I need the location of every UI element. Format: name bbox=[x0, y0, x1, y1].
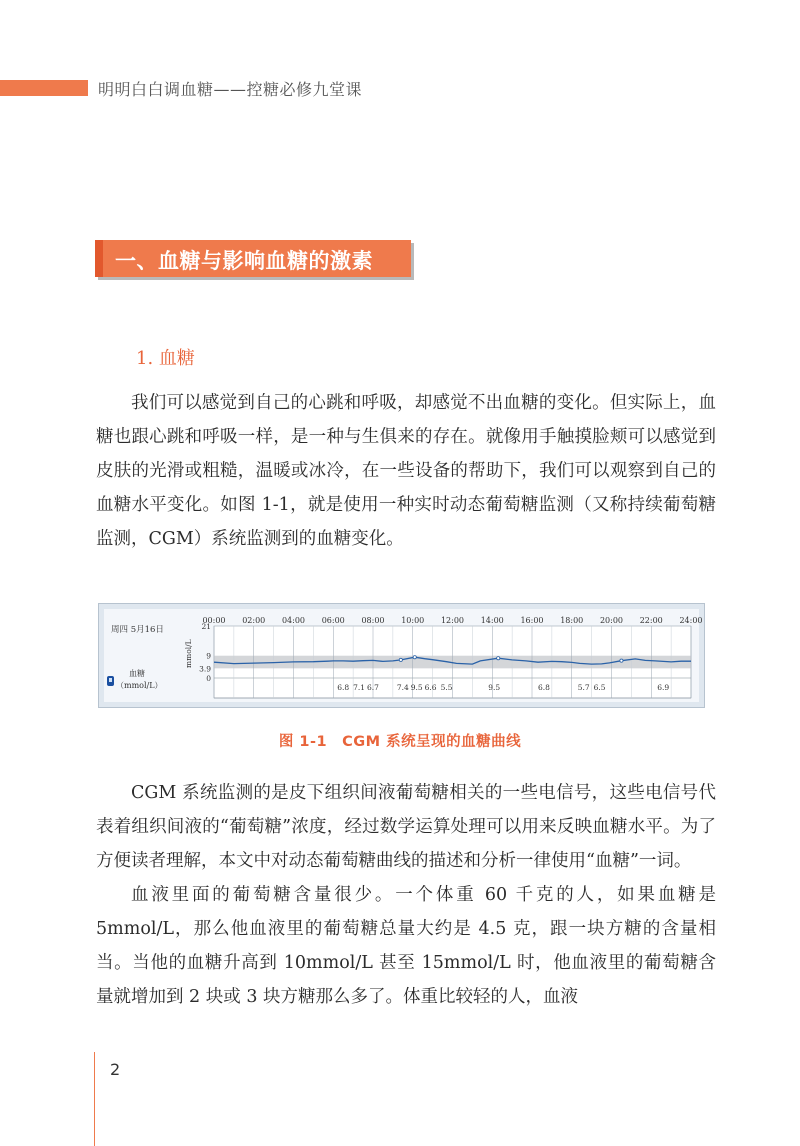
y-axis-label: mmol/L bbox=[184, 639, 193, 668]
subsection-title: 1. 血糖 bbox=[136, 348, 195, 369]
x-tick-label: 12:00 bbox=[440, 616, 465, 625]
x-tick-label: 16:00 bbox=[520, 616, 544, 625]
y-tick-label: 3.9 bbox=[199, 664, 211, 674]
page-number: 2 bbox=[110, 1060, 121, 1079]
y-tick-label: 21 bbox=[201, 622, 211, 631]
x-tick-label: 02:00 bbox=[242, 616, 266, 625]
x-tick-label: 14:00 bbox=[480, 616, 504, 625]
paragraph-1: 我们可以感觉到自己的心跳和呼吸，却感觉不出血糖的变化。但实际上，血糖也跟心跳和呼吸一样，是一种与生俱来的存在。就像用手触摸脸颊可以感觉到皮肤的光滑或粗糙，温暖或冰冷，在一些设备的帮助下，我们可以观察到自己的血糖水平变化。如图 1-1，就是使用一种实时动态葡萄糖监测（又称持续葡萄糖监测，CGM）系统监测到的血糖变化。 bbox=[96, 393, 716, 549]
legend-unit: （mmol/L） bbox=[116, 681, 163, 690]
reading-label: 9.5 bbox=[488, 683, 501, 692]
reading-label: 6.5 bbox=[593, 683, 606, 692]
x-tick-label: 04:00 bbox=[281, 616, 306, 625]
x-tick-label: 18:00 bbox=[560, 616, 584, 625]
cgm-chart-svg bbox=[99, 604, 704, 707]
reading-label: 7.4 bbox=[396, 683, 409, 692]
x-tick-label: 00:00 bbox=[202, 616, 226, 625]
x-tick-label: 06:00 bbox=[321, 616, 345, 625]
x-tick-label: 20:00 bbox=[599, 616, 624, 625]
reading-label: 6.9 bbox=[657, 683, 670, 692]
paragraph-3: 血液里面的葡萄糖含量很少。一个体重 60 千克的人，如果血糖是 5mmol/L，那么他血液里的葡萄糖总量大约是 4.5 克，跟一块方糖的含量相当。当他的血糖升高到 10mmol/L 甚至 15mmol/L 时，他血液里的葡萄糖含量就增加到 2 块或 3 块方糖那么多了。体重比较轻的人，血液 bbox=[96, 885, 716, 1007]
paragraph-2: CGM 系统监测的是皮下组织间液葡萄糖相关的一些电信号，这些电信号代表着组织间液的“葡萄糖”浓度，经过数学运算处理可以用来反映血糖水平。为了方便读者理解，本文中对动态葡萄糖曲线的描述和分析一律使用“血糖”一词。 bbox=[96, 783, 716, 871]
y-tick-label: 0 bbox=[206, 674, 211, 683]
reading-label: 9.5 bbox=[410, 683, 423, 692]
section-banner-accent bbox=[95, 240, 103, 277]
chart-day-label: 周四 5月16日 bbox=[111, 625, 164, 635]
glucose-marker bbox=[620, 659, 623, 662]
section-banner bbox=[95, 240, 411, 277]
running-head: 明明白白调血糖——控糖必修九堂课 bbox=[98, 80, 363, 99]
header-accent-bar bbox=[0, 80, 88, 96]
reading-label: 6.7 bbox=[367, 683, 379, 692]
chart-plot bbox=[199, 616, 702, 698]
x-tick-label: 08:00 bbox=[361, 616, 385, 625]
glucose-marker bbox=[497, 657, 500, 660]
x-tick-label: 24:00 bbox=[679, 616, 703, 625]
footer-rule bbox=[94, 1052, 95, 1146]
reading-label: 5.7 bbox=[577, 683, 590, 692]
x-tick-label: 10:00 bbox=[401, 616, 425, 625]
cgm-chart bbox=[98, 603, 705, 708]
x-tick-label: 22:00 bbox=[639, 616, 663, 625]
reading-label: 6.8 bbox=[337, 683, 350, 692]
legend-label: 血糖 bbox=[129, 669, 145, 678]
glucose-marker bbox=[413, 656, 416, 659]
section-title: 一、血糖与影响血糖的激素 bbox=[115, 249, 373, 273]
reading-label: 7.1 bbox=[353, 683, 366, 692]
reading-label: 5.5 bbox=[440, 683, 453, 692]
glucose-marker bbox=[399, 658, 402, 661]
reading-label: 6.8 bbox=[537, 683, 550, 692]
figure-caption: 图 1-1 CGM 系统呈现的血糖曲线 bbox=[278, 734, 522, 750]
y-tick-label: 9 bbox=[206, 651, 211, 661]
reading-label: 6.6 bbox=[424, 683, 437, 692]
